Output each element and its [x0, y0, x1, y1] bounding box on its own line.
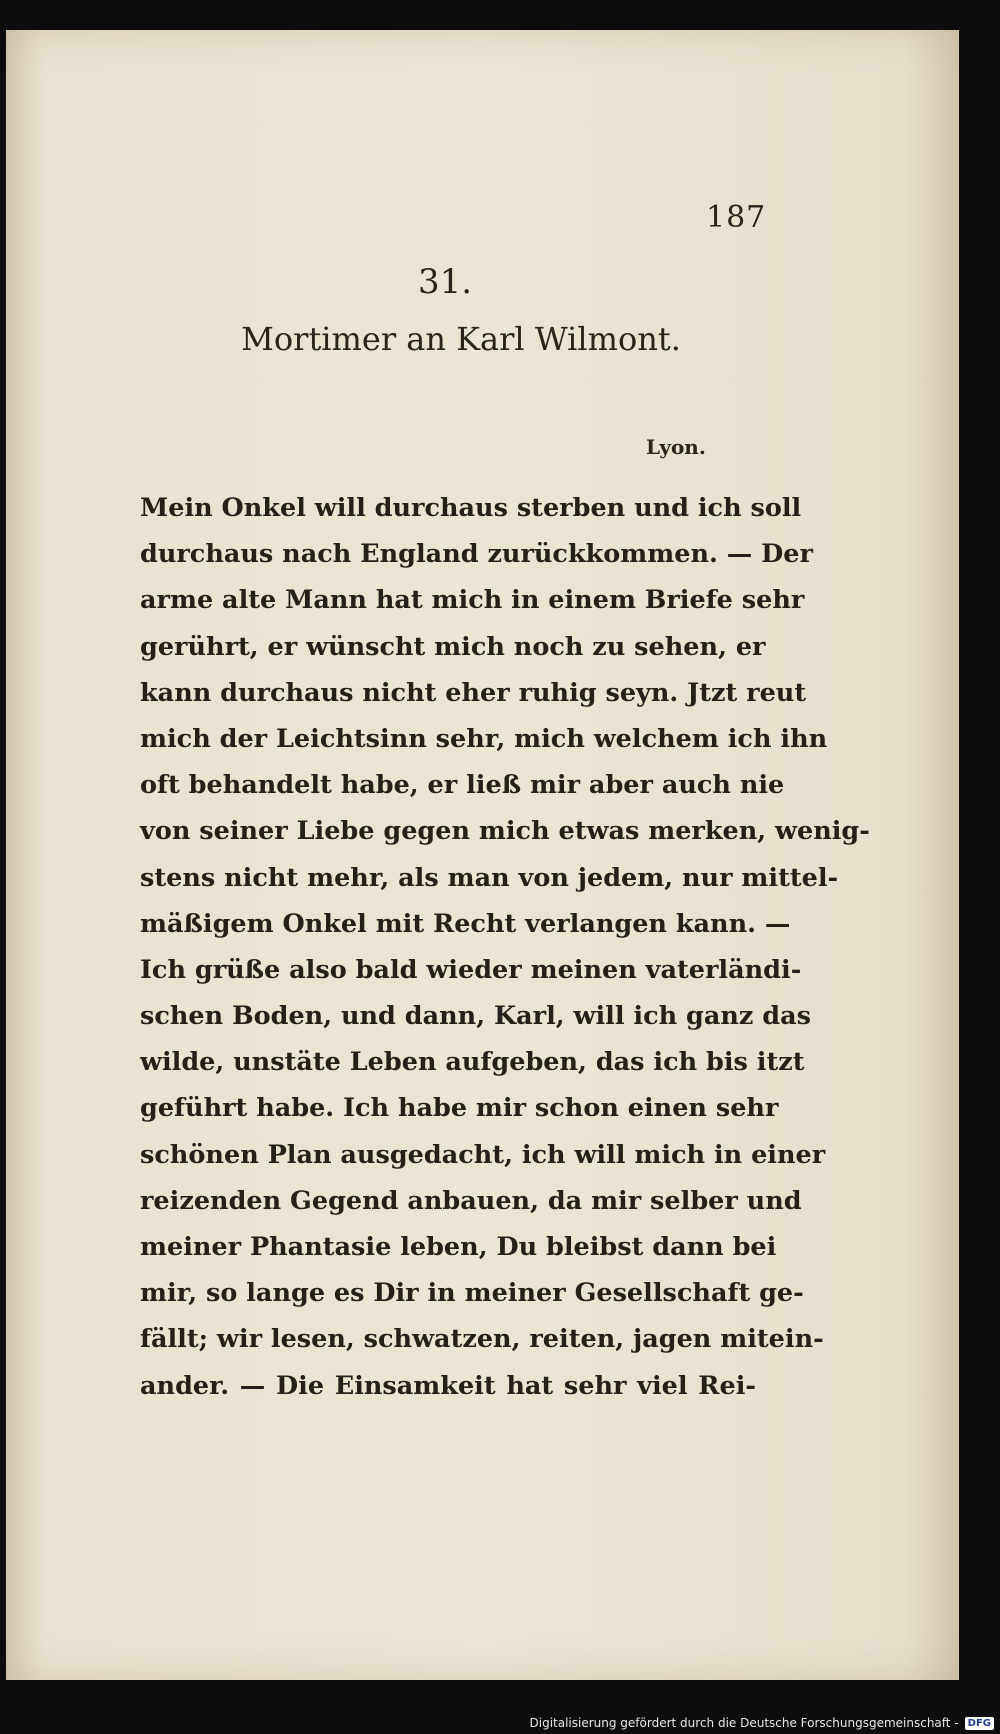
body-line: Ich grüße also bald wieder meinen vaterländi- — [140, 954, 802, 985]
body-line: stens nicht mehr, als man von jedem, nur mittel- — [140, 862, 839, 893]
funding-credit: Digitalisierung gefördert durch die Deutsche Forschungsgemeinschaft - — [529, 1716, 959, 1730]
body-line: geführt habe. Ich habe mir schon einen sehr — [140, 1093, 779, 1124]
page-number: 187 — [706, 200, 767, 235]
body-line: mich der Leichtsinn sehr, mich welchem ich ihn — [140, 723, 828, 754]
body-line: kann durchaus nicht eher ruhig seyn. Jtzt reut — [140, 677, 807, 708]
body-line: arme alte Mann hat mich in einem Briefe sehr — [140, 585, 805, 616]
letter-place: Lyon. — [646, 435, 706, 459]
letter-heading: Mortimer an Karl Wilmont. — [241, 320, 681, 358]
body-line: reizenden Gegend anbauen, da mir selber und — [140, 1185, 802, 1216]
digitization-footer — [530, 1712, 1000, 1734]
body-line: Mein Onkel will durchaus sterben und ich soll — [140, 493, 802, 523]
dfg-logo: DFG — [965, 1717, 994, 1730]
body-line: durchaus nach England zurückkommen. — Der — [140, 539, 813, 570]
body-line: meiner Phantasie leben, Du bleibst dann bei — [140, 1232, 777, 1262]
letter-number: 31. — [418, 262, 473, 302]
body-line: wilde, unstäte Leben aufgeben, das ich bis itzt — [140, 1047, 805, 1078]
body-line: oft behandelt habe, er ließ mir aber auch nie — [140, 770, 785, 801]
book-page — [6, 30, 959, 1680]
body-line: mir, so lange es Dir in meiner Gesellschaft ge- — [140, 1278, 804, 1309]
body-line: fällt; wir lesen, schwatzen, reiten, jagen mitein- — [140, 1324, 824, 1355]
body-line: gerührt, er wünscht mich noch zu sehen, er — [140, 631, 766, 662]
body-line: schönen Plan ausgedacht, ich will mich in einer — [140, 1139, 826, 1170]
letter-body — [140, 485, 870, 1409]
body-line: mäßigem Onkel mit Recht verlangen kann. — — [140, 908, 791, 939]
body-line: ander. — Die Einsamkeit hat sehr viel Rei- — [140, 1370, 756, 1401]
body-line: von seiner Liebe gegen mich etwas merken, wenig- — [140, 816, 870, 847]
body-line: schen Boden, und dann, Karl, will ich ganz das — [140, 1001, 811, 1032]
